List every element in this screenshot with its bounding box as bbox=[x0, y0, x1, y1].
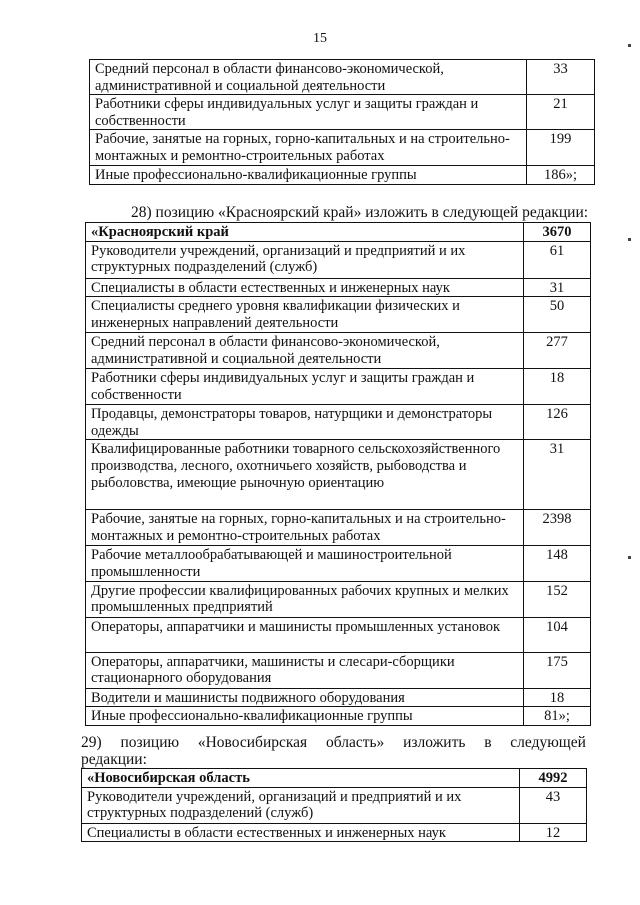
intro-word: в bbox=[484, 734, 492, 751]
table-row bbox=[86, 333, 591, 369]
intro-word: следующей bbox=[510, 734, 586, 751]
occupation-label: Операторы, аппаратчики, машинисты и слесари-сборщики стационарного оборудования bbox=[86, 652, 524, 688]
quota-value: 186»; bbox=[527, 165, 595, 184]
quota-value: 33 bbox=[527, 60, 595, 95]
page-number: 15 bbox=[313, 31, 327, 46]
table-row bbox=[86, 440, 591, 510]
region-name: «Красноярский край bbox=[86, 223, 524, 242]
intro-word: позицию bbox=[120, 734, 180, 751]
quota-table-continued bbox=[89, 59, 595, 185]
occupation-label: Продавцы, демонстраторы товаров, натурщики и демонстраторы одежды bbox=[86, 405, 524, 440]
table-row bbox=[82, 823, 587, 842]
section-29-intro-line bbox=[81, 734, 586, 751]
occupation-label: Иные профессионально-квалификационные группы bbox=[90, 165, 527, 184]
table-row bbox=[86, 688, 591, 707]
quota-value: 277 bbox=[524, 333, 591, 369]
occupation-label: Операторы, аппаратчики и машинисты промышленных установок bbox=[86, 617, 524, 652]
table-row bbox=[86, 278, 591, 297]
quota-value: 104 bbox=[524, 617, 591, 652]
occupation-label: Иные профессионально-квалификационные группы bbox=[86, 707, 524, 726]
table-row bbox=[86, 652, 591, 688]
occupation-label: Специалисты в области естественных и инженерных наук bbox=[86, 278, 524, 297]
region-total: 4992 bbox=[520, 769, 587, 788]
quota-value: 31 bbox=[524, 440, 591, 510]
table-row bbox=[86, 405, 591, 440]
quota-value: 148 bbox=[524, 546, 591, 581]
occupation-label: Рабочие, занятые на горных, горно-капитальных и на строительно-монтажных и ремонтно-строительных работах bbox=[90, 130, 527, 165]
region-header-row bbox=[86, 223, 591, 242]
table-row bbox=[82, 787, 587, 823]
scan-edge-mark bbox=[628, 44, 631, 47]
region-header-row bbox=[82, 769, 587, 788]
table-row bbox=[86, 369, 591, 405]
scan-edge-mark bbox=[628, 556, 631, 559]
table-row bbox=[86, 510, 591, 546]
table-row bbox=[90, 60, 595, 95]
occupation-label: Работники сферы индивидуальных услуг и защиты граждан и собственности bbox=[86, 369, 524, 405]
quota-value: 31 bbox=[524, 278, 591, 297]
quota-value: 81»; bbox=[524, 707, 591, 726]
quota-table-novosibirsk bbox=[81, 768, 587, 842]
section-29-intro bbox=[81, 734, 586, 768]
occupation-label: Другие профессии квалифицированных рабочих крупных и мелких промышленных предприятий bbox=[86, 581, 524, 617]
quota-value: 43 bbox=[520, 787, 587, 823]
table-row bbox=[86, 297, 591, 333]
occupation-label: Средний персонал в области финансово-экономической, административной и социальной деятельности bbox=[86, 333, 524, 369]
occupation-label: Работники сферы индивидуальных услуг и защиты граждан и собственности bbox=[90, 95, 527, 130]
quota-value: 175 bbox=[524, 652, 591, 688]
occupation-label: Средний персонал в области финансово-экономической, административной и социальной деятельности bbox=[90, 60, 527, 95]
intro-word: 29) bbox=[81, 734, 102, 751]
region-name: «Новосибирская область bbox=[82, 769, 520, 788]
region-total: 3670 bbox=[524, 223, 591, 242]
intro-word: изложить bbox=[403, 734, 466, 751]
section-28-intro: 28) позицию «Красноярский край» изложить в следующей редакции: bbox=[131, 204, 589, 221]
occupation-label: Руководители учреждений, организаций и предприятий и их структурных подразделений (служб) bbox=[82, 787, 520, 823]
table-row bbox=[90, 130, 595, 165]
occupation-label: Рабочие, занятые на горных, горно-капитальных и на строительно-монтажных и ремонтно-строительных работах bbox=[86, 510, 524, 546]
scan-edge-mark bbox=[628, 238, 631, 241]
table-row bbox=[86, 546, 591, 581]
quota-value: 21 bbox=[527, 95, 595, 130]
occupation-label: Руководители учреждений, организаций и предприятий и их структурных подразделений (служб) bbox=[86, 241, 524, 278]
quota-value: 50 bbox=[524, 297, 591, 333]
quota-table-krasnoyarsk bbox=[85, 222, 591, 726]
quota-value: 61 bbox=[524, 241, 591, 278]
quota-value: 2398 bbox=[524, 510, 591, 546]
occupation-label: Квалифицированные работники товарного сельскохозяйственного производства, лесного, охотничьего хозяйств, рыбоводства и рыболовства, имеющие рыночную ориентацию bbox=[86, 440, 524, 510]
quota-value: 12 bbox=[520, 823, 587, 842]
occupation-label: Рабочие металлообрабатывающей и машиностроительной промышленности bbox=[86, 546, 524, 581]
section-29-intro-tail: редакции: bbox=[81, 751, 147, 768]
quota-value: 152 bbox=[524, 581, 591, 617]
quota-value: 18 bbox=[524, 369, 591, 405]
occupation-label: Специалисты среднего уровня квалификации физических и инженерных направлений деятельности bbox=[86, 297, 524, 333]
table-row bbox=[86, 241, 591, 278]
table-row bbox=[86, 617, 591, 652]
quota-value: 126 bbox=[524, 405, 591, 440]
table-row bbox=[90, 165, 595, 184]
table-row bbox=[86, 707, 591, 726]
occupation-label: Водители и машинисты подвижного оборудования bbox=[86, 688, 524, 707]
table-row bbox=[90, 95, 595, 130]
quota-value: 18 bbox=[524, 688, 591, 707]
occupation-label: Специалисты в области естественных и инженерных наук bbox=[82, 823, 520, 842]
quota-value: 199 bbox=[527, 130, 595, 165]
intro-word: «Новосибирская bbox=[197, 734, 308, 751]
table-row bbox=[86, 581, 591, 617]
intro-word: область» bbox=[325, 734, 385, 751]
